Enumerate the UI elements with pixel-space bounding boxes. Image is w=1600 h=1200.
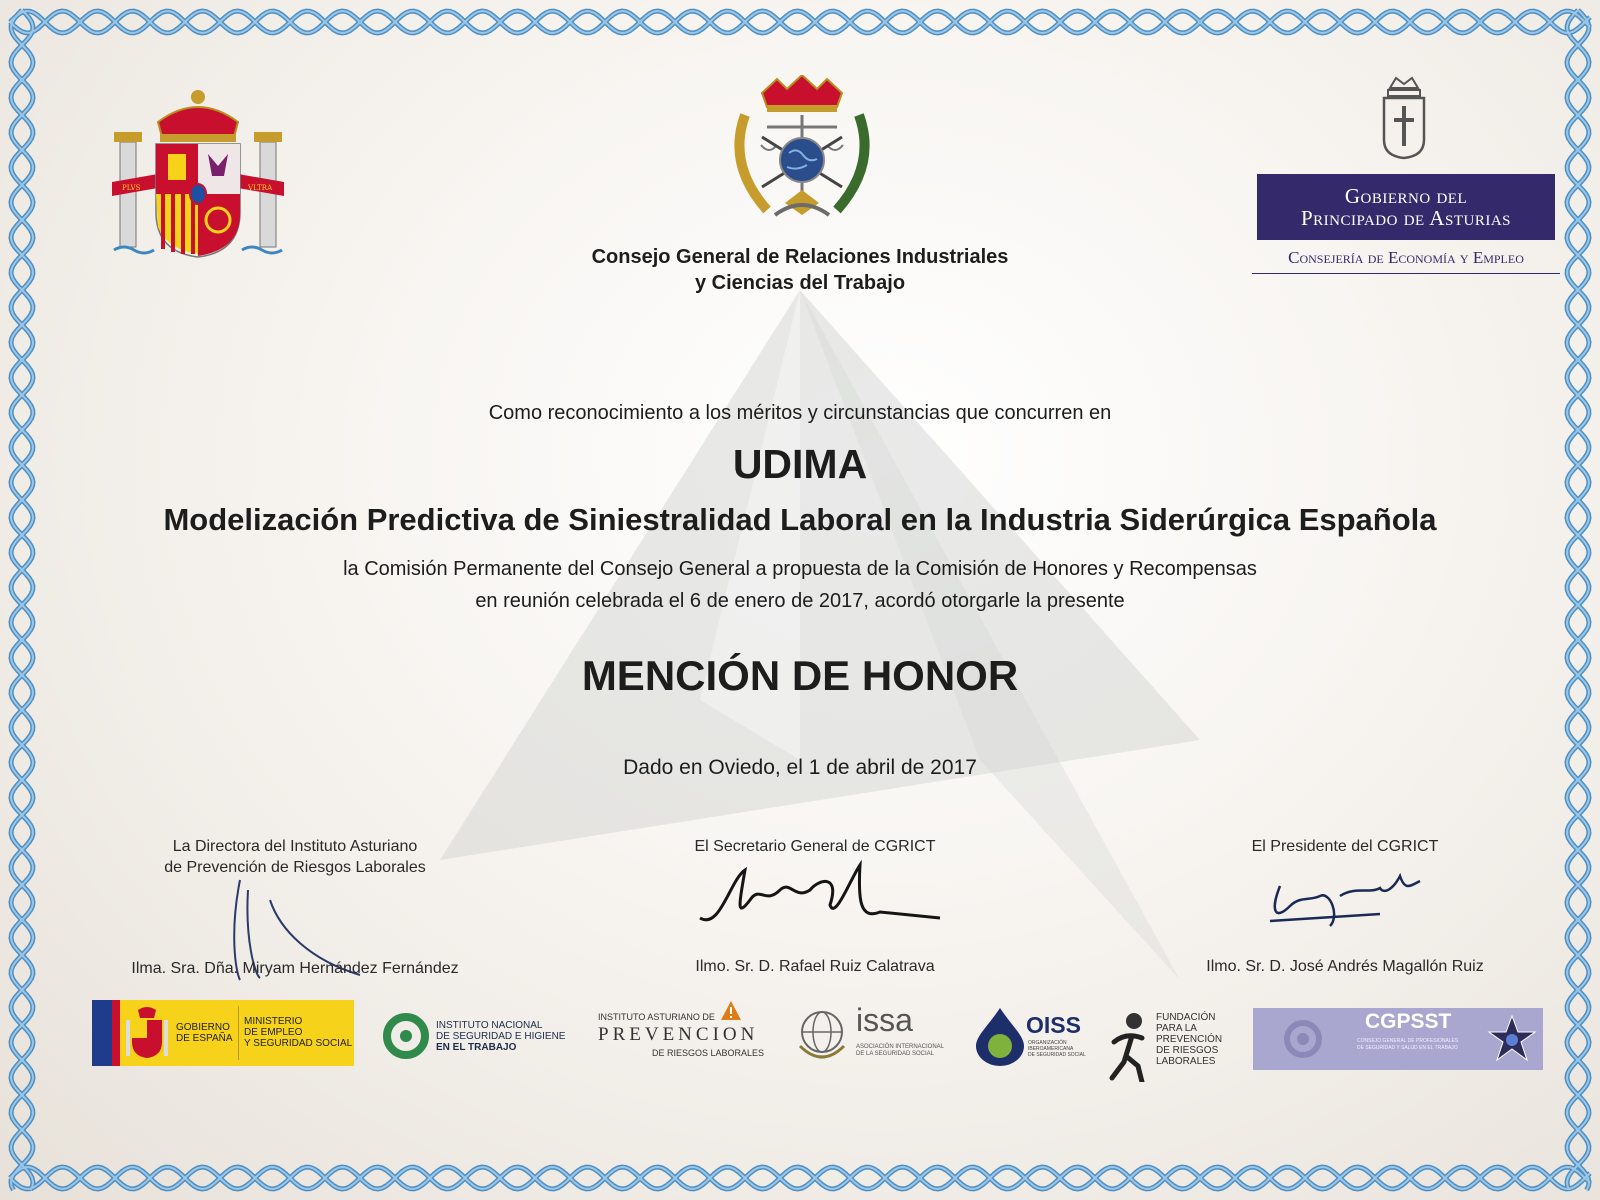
insht-text: INSTITUTO NACIONAL DE SEGURIDAD E HIGIENE EN EL TRABAJO (436, 1020, 566, 1053)
signatory-3-title: El Presidente del CGRICT (1251, 838, 1439, 855)
signatory-1-name: Ilma. Sra. Dña. Miryam Hernández Fernández (131, 960, 459, 977)
logo-oiss (972, 1006, 1090, 1066)
council-name-line2: y Ciencias del Trabajo (694, 272, 906, 294)
asturias-line2: Principado de Asturias (1301, 206, 1511, 230)
iaprl-line3: DE RIESGOS LABORALES (652, 1048, 765, 1058)
gobierno-text: GOBIERNO DE ESPAÑA (176, 1022, 233, 1044)
issa-subtext: ASOCIACIÓN INTERNACIONAL DE LA SEGURIDAD SOCIAL (856, 1044, 945, 1057)
asturias-banner (1257, 174, 1555, 240)
svg-text:VLTRA: VLTRA (248, 184, 273, 192)
asturias-line1: Gobierno del (1344, 184, 1468, 208)
issa-name: issa (856, 1002, 913, 1038)
intro-text: Como reconocimiento a los méritos y circunstancias que concurren en (488, 402, 1112, 424)
fundacion-text: FUNDACIÓN PARA LA PREVENCIÓN DE RIESGOS LABORALES (1156, 1012, 1223, 1067)
star-badge-icon (1487, 1014, 1537, 1064)
runner-figure-icon (1108, 1012, 1152, 1082)
logo-cgpsst (1253, 1008, 1543, 1070)
spain-coat-of-arms-icon (108, 82, 288, 267)
resolution-line1: la Comisión Permanente del Consejo General a propuesta de la Comisión de Honores y Recompensas (343, 558, 1257, 580)
insht-ring-icon (382, 1012, 430, 1060)
asturias-crest-icon (1380, 74, 1428, 160)
resolution-line2: en reunión celebrada el 6 de enero de 2017, acordó otorgarle la presente (475, 590, 1125, 612)
globe-icon (794, 1006, 850, 1062)
project-title: Modelización Predictiva de Siniestralidad Laboral en la Industria Siderúrgica Española (163, 502, 1437, 537)
cgpsst-name: CGPSST (1365, 1010, 1452, 1033)
ministerio-text: MINISTERIO DE EMPLEO Y SEGURIDAD SOCIAL (244, 1016, 353, 1049)
signatory-2-title: El Secretario General de CGRICT (694, 838, 936, 855)
iaprl-line1: INSTITUTO ASTURIANO DE (598, 1012, 715, 1022)
asturias-department: Consejería de Economía y Empleo (1252, 248, 1560, 274)
oiss-name: OISS (1026, 1012, 1081, 1038)
place-date: Dado en Oviedo, el 1 de abril de 2017 (623, 756, 977, 779)
cgpsst-subtext: CONSEJO GENERAL DE PROFESIONALES DE SEGURIDAD Y SALUD EN EL TRABAJO (1357, 1038, 1459, 1051)
signature-3 (1260, 866, 1430, 936)
award-title: MENCIÓN DE HONOR (581, 652, 1019, 699)
logo-fundacion (1108, 1012, 1238, 1088)
logo-issa (794, 1004, 954, 1064)
council-emblem-icon (727, 75, 877, 235)
signatory-1-title-line2: de Prevención de Riesgos Laborales (164, 859, 426, 876)
iaprl-line2: PREVENCION (598, 1024, 759, 1045)
eu-flag-icon (92, 1000, 112, 1066)
recipient-name: UDIMA (732, 441, 868, 487)
warning-triangle-icon (720, 1000, 742, 1022)
logo-insht (382, 1010, 572, 1060)
mini-coat-of-arms-icon (124, 1006, 170, 1060)
oiss-drop-icon (972, 1006, 1028, 1066)
signatory-3-name: Ilmo. Sr. D. José Andrés Magallón Ruiz (1206, 958, 1484, 975)
oiss-subtext: ORGANIZACIÓN IBEROAMERICANA DE SEGURIDAD SOCIAL (1028, 1040, 1086, 1058)
signatory-2-name: Ilmo. Sr. D. Rafael Ruiz Calatrava (695, 958, 935, 975)
signature-2 (690, 860, 950, 940)
logo-gobierno-espana (92, 1000, 354, 1066)
council-name-line1: Consejo General de Relaciones Industriales (591, 246, 1009, 268)
gear-icon (1273, 1014, 1333, 1064)
signatory-1-title-line1: La Directora del Instituto Asturiano (172, 838, 418, 855)
svg-text:PLVS: PLVS (122, 184, 141, 192)
council-name (500, 244, 1100, 296)
logo-iaprl (592, 1000, 772, 1062)
